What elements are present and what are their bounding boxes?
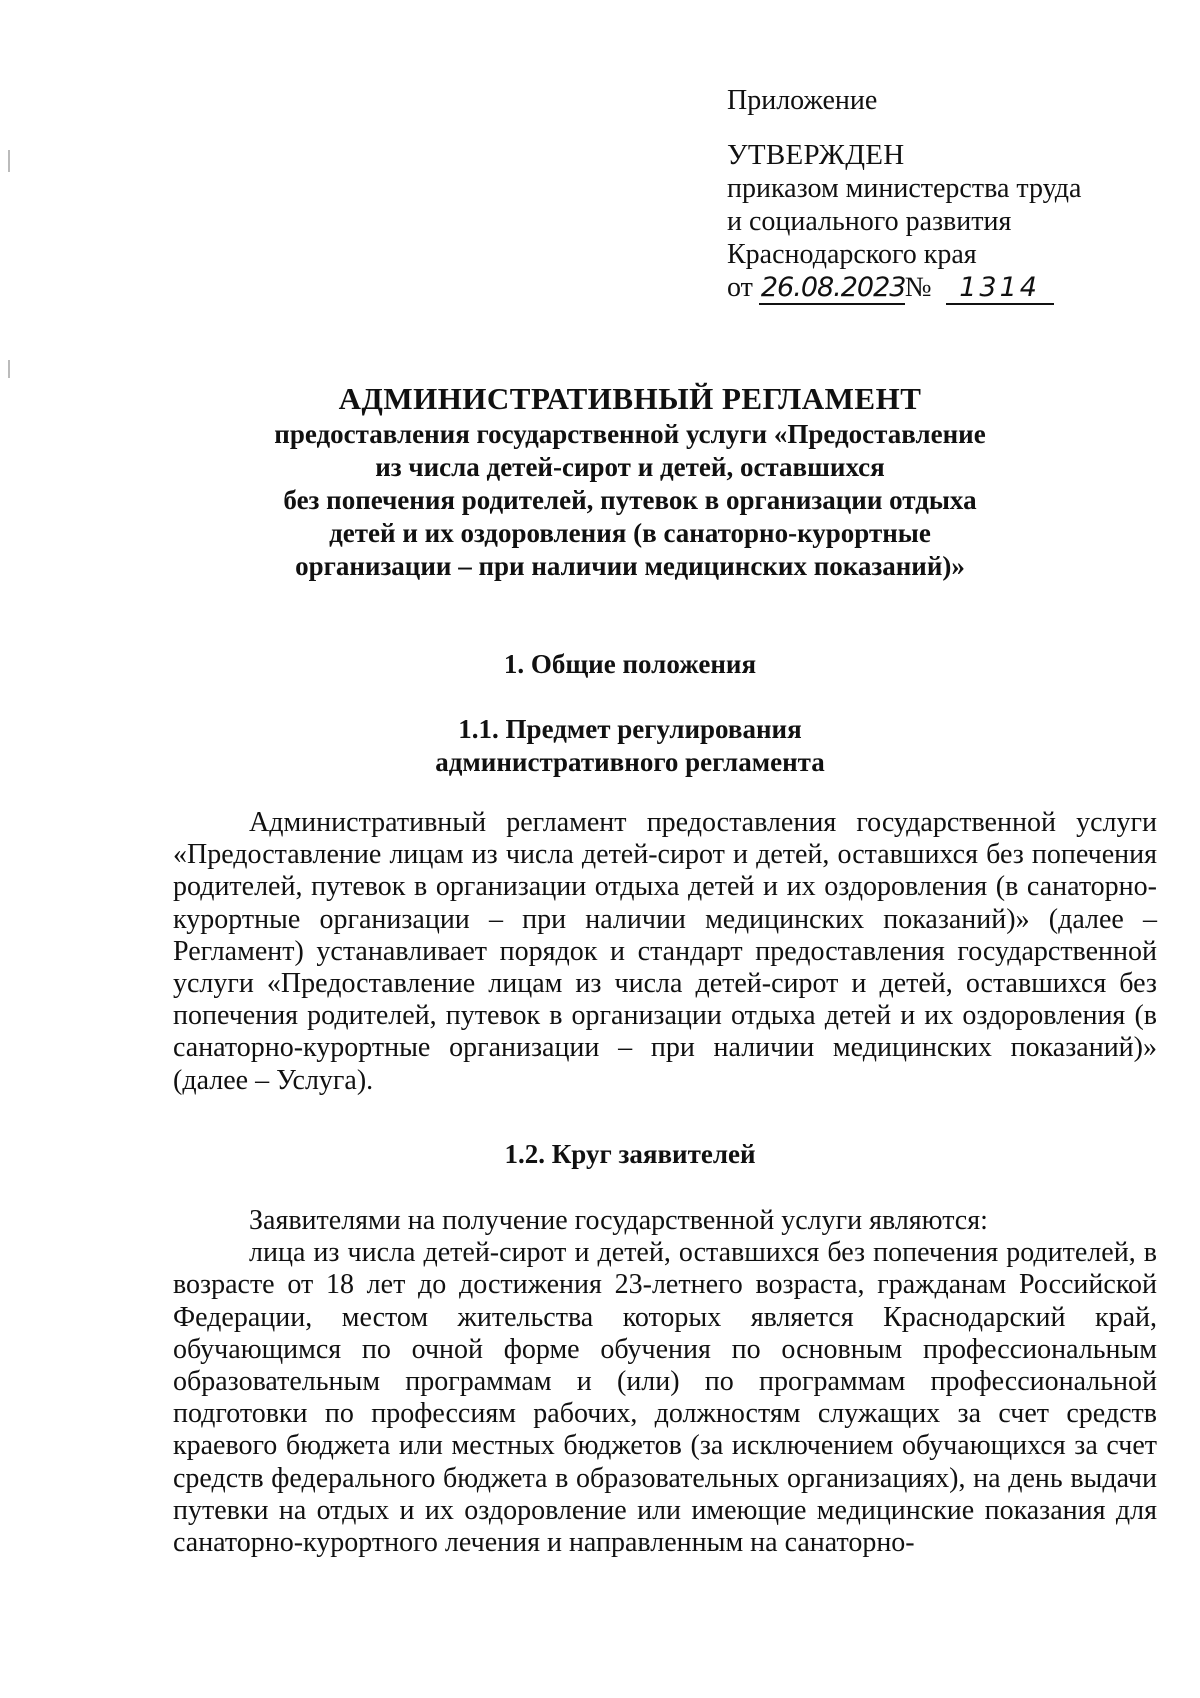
handwritten-date: 26.08.2023 <box>760 272 906 303</box>
applicants-paragraphs <box>173 1205 1157 1559</box>
title-subline: организации – при наличии медицинских показаний)» <box>295 551 965 581</box>
subsection-heading-line: административного регламента <box>435 747 825 777</box>
subsection-heading: 1.2. Круг заявителей <box>504 1139 756 1169</box>
paragraph-text: Заявителями на получение государственной услуги являются: <box>249 1205 988 1236</box>
number-sign: № <box>904 272 932 303</box>
approval-line: и социального развития <box>727 206 1012 237</box>
section-heading: 1. Общие положения <box>503 649 757 679</box>
subject-paragraph <box>173 807 1157 1097</box>
scan-margin-mark <box>8 150 10 172</box>
document-title: АДМИНИСТРАТИВНЫЙ РЕГЛАМЕНТ <box>338 381 922 416</box>
approval-line: приказом министерства труда <box>727 173 1082 204</box>
approved-label: УТВЕРЖДЕН <box>727 139 905 171</box>
date-prefix: от <box>727 272 753 303</box>
approval-block <box>727 84 1167 305</box>
scan-margin-mark <box>8 360 10 378</box>
title-subline: предоставления государственной услуги «Предоставление <box>274 419 986 449</box>
handwritten-order-number: 1314 <box>946 273 1054 305</box>
annex-label: Приложение <box>727 85 878 116</box>
paragraph-text: Административный регламент предоставления государственной услуги «Предоставление лицам из числа детей-сирот и детей, оставшихся без попечения родителей, путевок в организации отдыха детей и их оздоровления (в санаторно-курортные организации – при наличии медицинских показаний)» (далее – Регламент) устанавливает порядок и стандарт предоставления государственной услуги «Предоставление лицам из числа детей-сирот и детей, оставшихся без попечения родителей, путевок в организации отдыха детей и их оздоровления (в санаторно-курортные организации – при наличии медицинских показаний)» (далее – Услуга). <box>173 807 1157 1096</box>
title-subline: без попечения родителей, путевок в организации отдыха <box>283 485 977 515</box>
order-date-line <box>727 271 1167 305</box>
subsection-heading-line: 1.1. Предмет регулирования <box>458 714 802 744</box>
title-subline: из числа детей-сирот и детей, оставшихся <box>375 452 885 482</box>
title-subline: детей и их оздоровления (в санаторно-курортные <box>329 518 931 548</box>
document-title-block <box>120 380 1140 583</box>
subsection-heading <box>120 713 1140 779</box>
approval-line: Краснодарского края <box>727 239 977 270</box>
paragraph-text: лица из числа детей-сирот и детей, оставшихся без попечения родителей, в возрасте от 18 лет до достижения 23-летнего возраста, гражданам Российской Федерации, местом жительства которых является Краснодарский край, обучающимся по очной форме обучения по основным профессиональным образовательным программам и (или) по программам профессиональной подготовки по профессиям рабочих, должностям служащих за счет средств краевого бюджета или местных бюджетов (за исключением обучающихся за счет средств федерального бюджета в образовательных организациях), на день выдачи путевки на отдых и их оздоровление или имеющие медицинские показания для санаторно-курортного лечения и направленным на санаторно- <box>173 1237 1157 1559</box>
